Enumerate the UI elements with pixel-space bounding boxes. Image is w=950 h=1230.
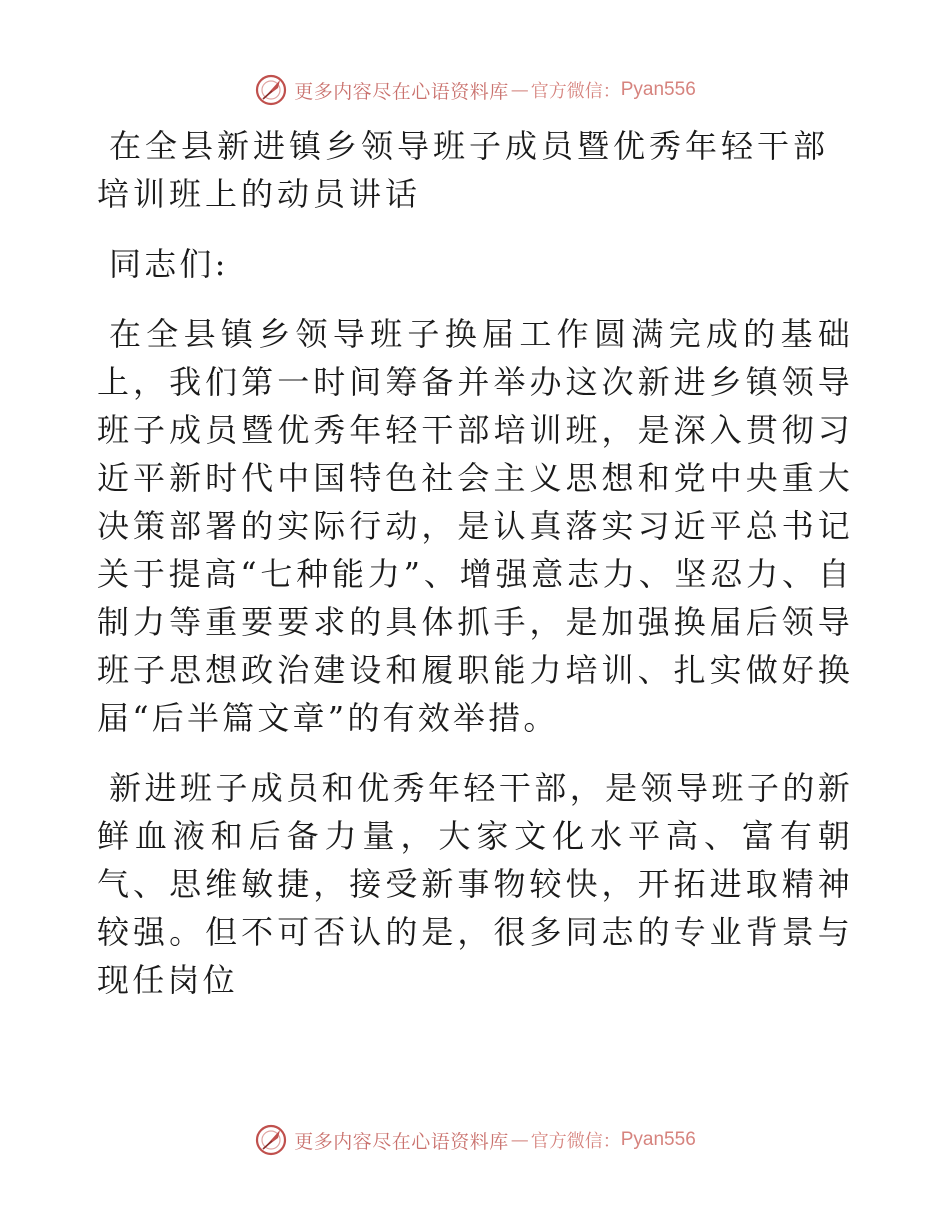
document-body bbox=[97, 122, 853, 1004]
quill-logo-icon bbox=[254, 73, 288, 107]
watermark-separator: — bbox=[510, 1129, 529, 1151]
watermark-promo-text: 更多内容尽在心语资料库 bbox=[294, 80, 509, 103]
document-title: 在全县新进镇乡领导班子成员暨优秀年轻干部培训班上的动员讲话 bbox=[97, 127, 830, 213]
paragraph-2: 新进班子成员和优秀年轻干部，是领导班子的新鲜血液和后备力量，大家文化水平高、富有朝气、思维敏捷，接受新事物较快，开拓进取精神较强。但不可否认的是，很多同志的专业背景与现任岗位 bbox=[97, 769, 853, 999]
watermark-wechat-label: 官方微信： bbox=[530, 1131, 621, 1152]
paragraph-1: 在全县镇乡领导班子换届工作圆满完成的基础上，我们第一时间筹备并举办这次新进乡镇领导班子成员暨优秀年轻干部培训班，是深入贯彻习近平新时代中国特色社会主义思想和党中央重大决策部署的实际行动，是认真落实习近平总书记关于提高“七种能力”、增强意志力、坚忍力、自制力等重要要求的具体抓手，是加强换届后领导班子思想政治建设和履职能力培训、扎实做好换届“后半篇文章”的有效举措。 bbox=[97, 315, 853, 737]
greeting: 同志们: bbox=[109, 245, 229, 283]
watermark-wechat-id: Pyan556 bbox=[620, 79, 696, 100]
watermark-separator: — bbox=[510, 79, 529, 101]
watermark-promo-text: 更多内容尽在心语资料库 bbox=[294, 1130, 509, 1153]
watermark-wechat-id: Pyan556 bbox=[620, 1129, 696, 1150]
quill-logo-icon bbox=[254, 1123, 288, 1157]
header-watermark bbox=[0, 70, 950, 110]
footer-watermark bbox=[0, 1120, 950, 1160]
watermark-wechat-label: 官方微信： bbox=[530, 81, 621, 102]
